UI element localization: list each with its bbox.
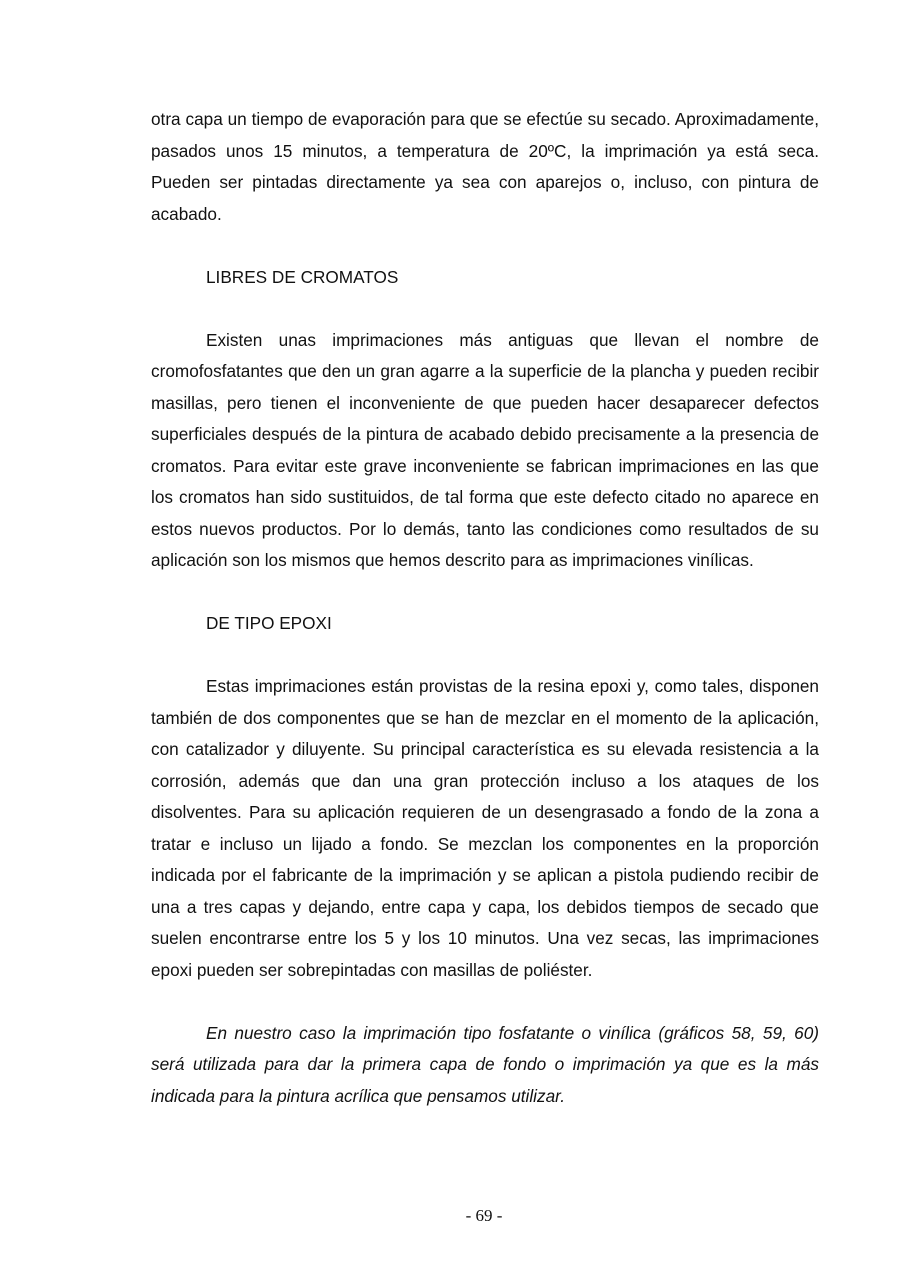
spacer: [151, 986, 819, 1018]
spacer: [151, 230, 819, 262]
section-body-tipo-epoxi: Estas imprimaciones están provistas de la resina epoxi y, como tales, disponen también de dos componentes que se han de mezclar en el momento de la aplicación, con catalizador y diluyente. Su principal característica es su elevada resistencia a la corrosión, además que dan una gran protección incluso a los ataques de los disolventes. Para su aplicación requieren de un desengrasado a fondo de la zona a tratar e incluso un lijado a fondo. Se mezclan los componentes en la proporción indicada por el fabricante de la imprimación y se aplican a pistola pudiendo recibir de una a tres capas y dejando, entre capa y capa, los debidos tiempos de secado que suelen encontrarse entre los 5 y los 10 minutos. Una vez secas, las imprimaciones epoxi pueden ser sobrepintadas con masillas de poliéster.: [151, 676, 819, 980]
intro-paragraph: otra capa un tiempo de evaporación para que se efectúe su secado. Aproximadamente, pasados unos 15 minutos, a temperatura de 20ºC, la imprimación ya está seca. Pueden ser pintadas directamente ya sea con aparejos o, incluso, con pintura de acabado.: [151, 109, 819, 224]
section-heading-tipo-epoxi: DE TIPO EPOXI: [206, 613, 332, 633]
spacer: [151, 640, 819, 672]
page-body: [151, 104, 819, 1112]
section-heading-libres-de-cromatos: LIBRES DE CROMATOS: [206, 266, 399, 287]
spacer: [151, 577, 819, 609]
page-number: - 69 -: [465, 1206, 503, 1225]
section-body-libres-de-cromatos: Existen unas imprimaciones más antiguas que llevan el nombre de cromofosfatantes que den un gran agarre a la superficie de la plancha y pueden recibir masillas, pero tienen el inconveniente de que pueden hacer desaparecer defectos superficiales después de la pintura de acabado debido precisamente a la presencia de cromatos. Para evitar este grave inconveniente se fabrican imprimaciones en las que los cromatos han sido sustituidos, de tal forma que este defecto citado no aparece en estos nuevos productos. Por lo demás, tanto las condiciones como resultados de su aplicación son los mismos que hemos descrito para as imprimaciones vinílicas.: [151, 329, 819, 570]
closing-italic-paragraph: En nuestro caso la imprimación tipo fosfatante o vinílica (gráficos 58, 59, 60) será utilizada para dar la primera capa de fondo o imprimación ya que es la más indicada para la pintura acrílica que pensamos utilizar.: [151, 1022, 819, 1106]
spacer: [151, 293, 819, 325]
